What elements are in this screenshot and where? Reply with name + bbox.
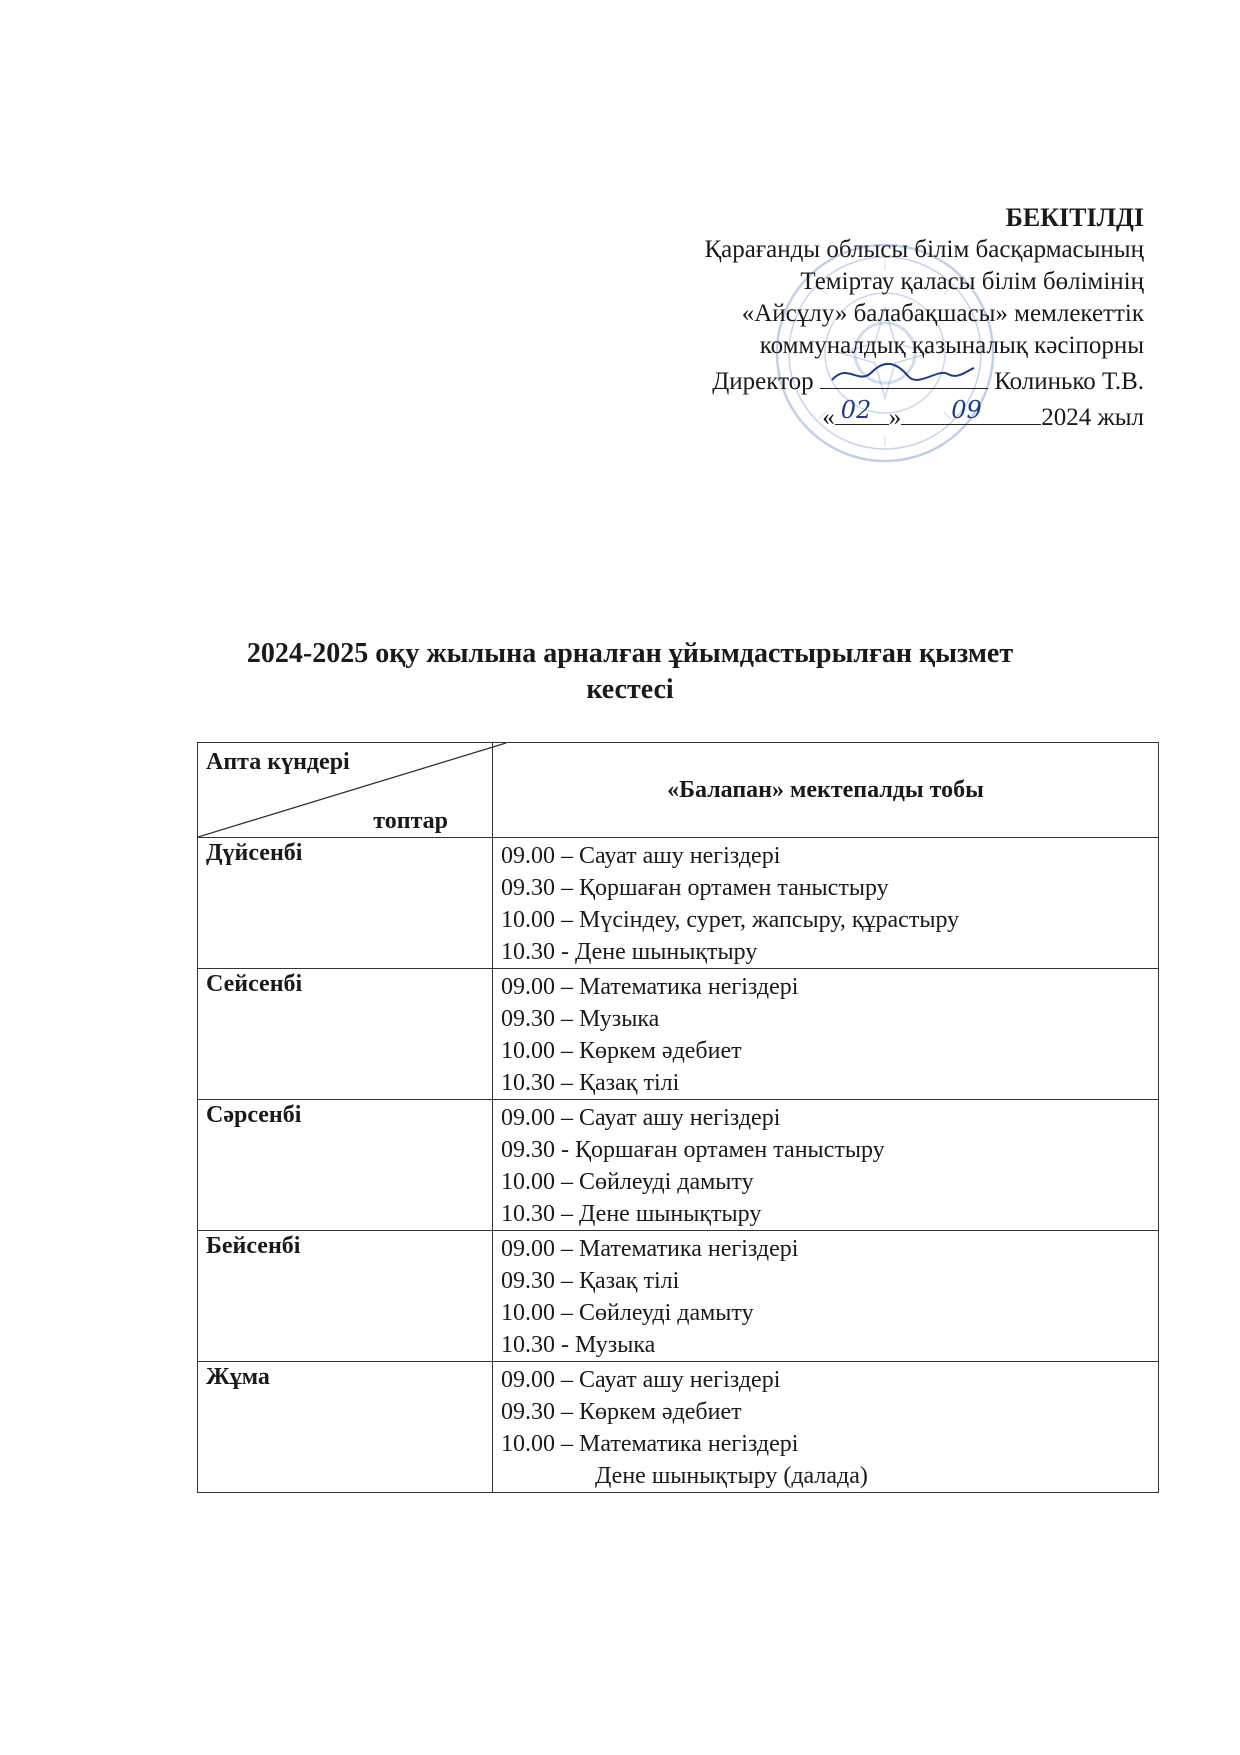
approval-line-2: Теміртау қаласы білім бөлімінің bbox=[800, 268, 1144, 295]
activity-item-extra: Дене шынықтыру (далада) bbox=[595, 1463, 868, 1489]
header-split-cell bbox=[198, 743, 493, 838]
activity-item: 09.00 – Математика негіздері bbox=[501, 1236, 799, 1262]
date-close-quote: » bbox=[888, 404, 902, 431]
date-day: 02 bbox=[840, 396, 872, 424]
activity-item: 10.00 – Көркем әдебиет bbox=[501, 1038, 742, 1064]
table-row bbox=[198, 838, 1159, 969]
day-cell: Бейсенбі bbox=[198, 1231, 493, 1362]
activities-cell bbox=[493, 1100, 1159, 1231]
title-line-2: кестесі bbox=[586, 674, 674, 705]
approval-heading: БЕКІТІЛДІ bbox=[1005, 203, 1144, 232]
header-days: Апта күндері bbox=[206, 749, 350, 775]
activities-cell bbox=[493, 1362, 1159, 1493]
activity-item: 09.00 – Сауат ашу негіздері bbox=[501, 1367, 781, 1393]
table-row bbox=[198, 1362, 1159, 1493]
activity-item: 10.00 – Мүсіндеу, сурет, жапсыру, құрастыру bbox=[501, 907, 960, 933]
date-month: 09 bbox=[951, 396, 982, 424]
activity-item: 09.30 - Қоршаған ортамен таныстыру bbox=[501, 1137, 885, 1163]
table-header-row bbox=[198, 743, 1159, 838]
table-row bbox=[198, 1100, 1159, 1231]
director-name: Колинько Т.В. bbox=[994, 368, 1144, 395]
activity-item: 09.00 – Сауат ашу негіздері bbox=[501, 1105, 781, 1131]
activity-item: 10.30 - Музыка bbox=[501, 1332, 656, 1358]
director-label: Директор bbox=[712, 368, 814, 395]
director-signature bbox=[828, 358, 978, 388]
day-cell: Сәрсенбі bbox=[198, 1100, 493, 1231]
date-day-line bbox=[835, 398, 889, 425]
header-group-name: «Балапан» мектепалды тобы bbox=[493, 743, 1159, 838]
activity-item: 10.30 - Дене шынықтыру bbox=[501, 939, 758, 965]
title-line-1: 2024-2025 оқу жылына арналған ұйымдастырылған қызмет bbox=[246, 638, 1014, 669]
date-open-quote: « bbox=[822, 404, 835, 431]
activity-item: 10.00 – Математика негіздері bbox=[501, 1431, 799, 1457]
activity-item: 09.30 – Музыка bbox=[501, 1006, 660, 1032]
document-title bbox=[150, 636, 1110, 708]
date-year: 2024 жыл bbox=[1041, 404, 1144, 431]
approval-date bbox=[704, 398, 1144, 434]
activity-item: 10.30 – Қазақ тілі bbox=[501, 1070, 680, 1096]
approval-line-1: Қарағанды облысы білім басқармасының bbox=[704, 236, 1144, 263]
activities-cell bbox=[493, 969, 1159, 1100]
day-cell: Дүйсенбі bbox=[198, 838, 493, 969]
table-row bbox=[198, 1231, 1159, 1362]
activity-item: 10.00 – Сөйлеуді дамыту bbox=[501, 1300, 754, 1326]
activity-item: 09.30 – Қазақ тілі bbox=[501, 1268, 680, 1294]
signature-line bbox=[820, 362, 988, 389]
director-line bbox=[704, 362, 1144, 398]
header-groups: топтар bbox=[373, 808, 448, 834]
activities-cell bbox=[493, 838, 1159, 969]
approval-block bbox=[704, 202, 1144, 434]
activity-item: 09.00 – Математика негіздері bbox=[501, 974, 799, 1000]
approval-line-4: коммуналдық қазыналық кәсіпорны bbox=[759, 332, 1144, 359]
approval-line-3: «Айсұлу» балабақшасы» мемлекеттік bbox=[741, 300, 1144, 327]
activity-item: 09.00 – Сауат ашу негіздері bbox=[501, 843, 781, 869]
activity-item: 09.30 – Қоршаған ортамен таныстыру bbox=[501, 875, 889, 901]
activity-item: 09.30 – Көркем әдебиет bbox=[501, 1399, 742, 1425]
day-cell: Жұма bbox=[198, 1362, 493, 1493]
table-row bbox=[198, 969, 1159, 1100]
day-cell: Сейсенбі bbox=[198, 969, 493, 1100]
activity-item: 10.30 – Дене шынықтыру bbox=[501, 1201, 762, 1227]
date-month-line bbox=[901, 398, 1041, 425]
schedule-table bbox=[197, 742, 1159, 1493]
activities-cell bbox=[493, 1231, 1159, 1362]
activity-item: 10.00 – Сөйлеуді дамыту bbox=[501, 1169, 754, 1195]
